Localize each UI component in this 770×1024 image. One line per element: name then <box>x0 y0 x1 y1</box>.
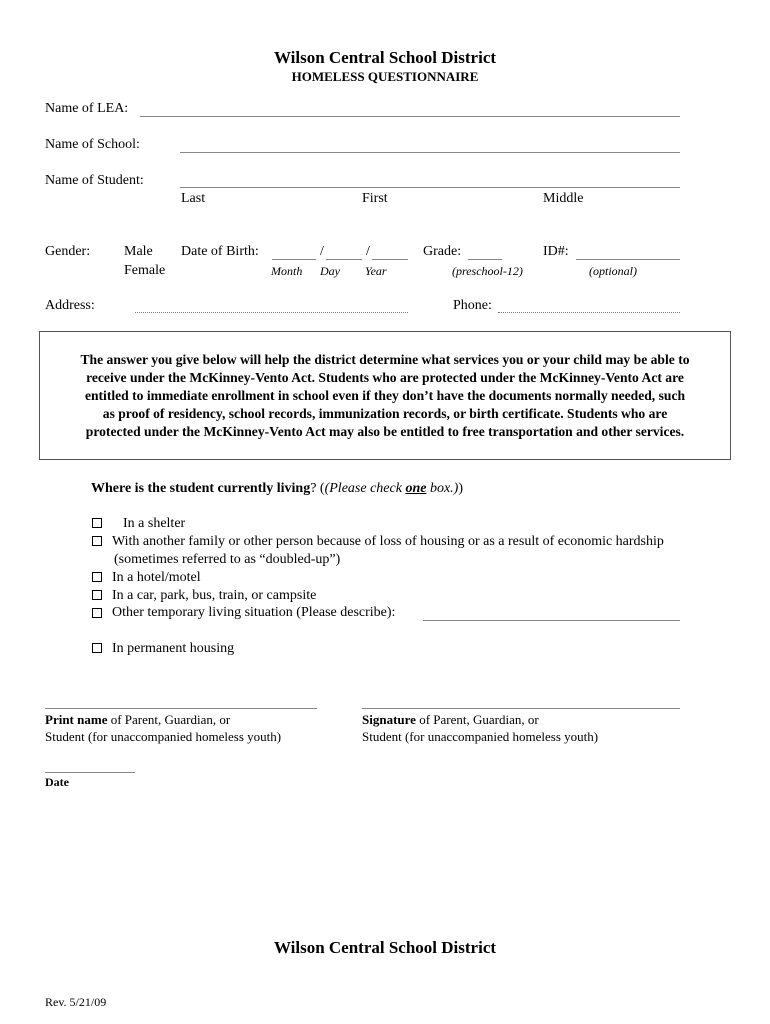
print-name-field[interactable] <box>45 708 317 709</box>
option-doubled-up-label: With another family or other person because of loss of housing or as a result of economic hardship <box>112 534 664 549</box>
notice-line: The answer you give below will help the district determine what services you or your child may be able to <box>80 352 690 367</box>
print-name-caption-line2: Student (for unaccompanied homeless youth) <box>45 729 282 744</box>
option-hotel-checkbox[interactable] <box>92 572 102 582</box>
first-name-caption: First <box>362 191 388 206</box>
student-label: Name of Student: <box>45 173 144 188</box>
id-label: ID#: <box>543 244 569 259</box>
question-mark: ? <box>310 481 317 496</box>
date-field[interactable] <box>45 772 135 773</box>
grade-label: Grade: <box>423 244 462 259</box>
notice-line: as proof of residency, school records, immunization records, or birth certificate. Students who are <box>102 406 668 421</box>
lea-label: Name of LEA: <box>45 101 129 116</box>
notice-line: protected under the McKinney-Vento Act may also be entitled to free transportation and other services. <box>85 424 685 439</box>
student-name-field[interactable] <box>180 187 680 188</box>
print-name-bold: Print name <box>45 712 108 727</box>
grade-hint: (preschool-12) <box>452 264 523 278</box>
mckinney-vento-notice <box>39 331 731 460</box>
print-name-caption <box>45 712 230 728</box>
print-name-rest: of Parent, Guardian, or <box>110 712 231 727</box>
dob-separator: / <box>320 244 324 259</box>
option-doubled-up-checkbox[interactable] <box>92 536 102 546</box>
option-shelter-label: In a shelter <box>123 516 186 531</box>
option-other-temporary-label: Other temporary living situation (Please describe): <box>112 605 396 620</box>
option-car-park-checkbox[interactable] <box>92 590 102 600</box>
option-permanent-label: In permanent housing <box>112 641 235 656</box>
dob-label: Date of Birth: <box>181 244 259 259</box>
revision-date: Rev. 5/21/09 <box>45 995 107 1009</box>
footer-district-title: Wilson Central School District <box>273 938 497 957</box>
dob-separator: / <box>366 244 370 259</box>
school-field[interactable] <box>180 152 680 153</box>
signature-caption <box>362 712 539 728</box>
dob-day-caption: Day <box>320 264 340 278</box>
dob-month-caption: Month <box>271 264 303 278</box>
option-other-temporary-checkbox[interactable] <box>92 608 102 618</box>
address-label: Address: <box>45 298 95 313</box>
option-doubled-up-note: (sometimes referred to as “doubled-up”) <box>114 552 341 567</box>
id-hint: (optional) <box>589 264 637 278</box>
phone-label: Phone: <box>453 298 492 313</box>
dob-year-field[interactable] <box>372 259 408 260</box>
question-instruction-close: box.) <box>429 481 459 496</box>
last-name-caption: Last <box>181 191 206 206</box>
option-car-park-label: In a car, park, bus, train, or campsite <box>112 588 317 603</box>
other-temporary-describe-field[interactable] <box>423 620 680 621</box>
signature-bold: Signature <box>362 712 416 727</box>
gender-male-option[interactable]: Male <box>124 244 153 259</box>
middle-name-caption: Middle <box>543 191 584 206</box>
address-field[interactable] <box>135 312 408 313</box>
living-question: Where is the student currently living? ((Please check one box.)) <box>91 481 463 496</box>
district-title: Wilson Central School District <box>273 48 497 67</box>
living-question-prompt: Where is the student currently living <box>91 481 311 496</box>
signature-rest: of Parent, Guardian, or <box>419 712 539 727</box>
gender-label: Gender: <box>45 244 91 259</box>
form-title: HOMELESS QUESTIONNAIRE <box>291 69 479 84</box>
dob-year-caption: Year <box>365 264 387 278</box>
signature-field[interactable] <box>362 708 680 709</box>
option-shelter-checkbox[interactable] <box>92 518 102 528</box>
date-caption: Date <box>45 775 69 789</box>
dob-day-field[interactable] <box>326 259 362 260</box>
id-field[interactable] <box>576 259 680 260</box>
question-instruction-open: (Please check <box>324 481 402 496</box>
phone-field[interactable] <box>498 312 680 313</box>
gender-female-option[interactable]: Female <box>124 263 166 278</box>
option-hotel-label: In a hotel/motel <box>112 570 201 585</box>
option-permanent-checkbox[interactable] <box>92 643 102 653</box>
grade-field[interactable] <box>468 259 502 260</box>
school-label: Name of School: <box>45 137 140 152</box>
signature-caption-line2: Student (for unaccompanied homeless youth) <box>362 729 599 744</box>
lea-field[interactable] <box>140 116 680 117</box>
notice-line: receive under the McKinney-Vento Act. Students who are protected under the McKinney-Vento Act are <box>86 370 684 385</box>
notice-line: entitled to immediate enrollment in school even if they don’t have the documents normally needed, such <box>84 388 686 403</box>
dob-month-field[interactable] <box>272 259 316 260</box>
question-instruction-one: one <box>405 481 427 496</box>
